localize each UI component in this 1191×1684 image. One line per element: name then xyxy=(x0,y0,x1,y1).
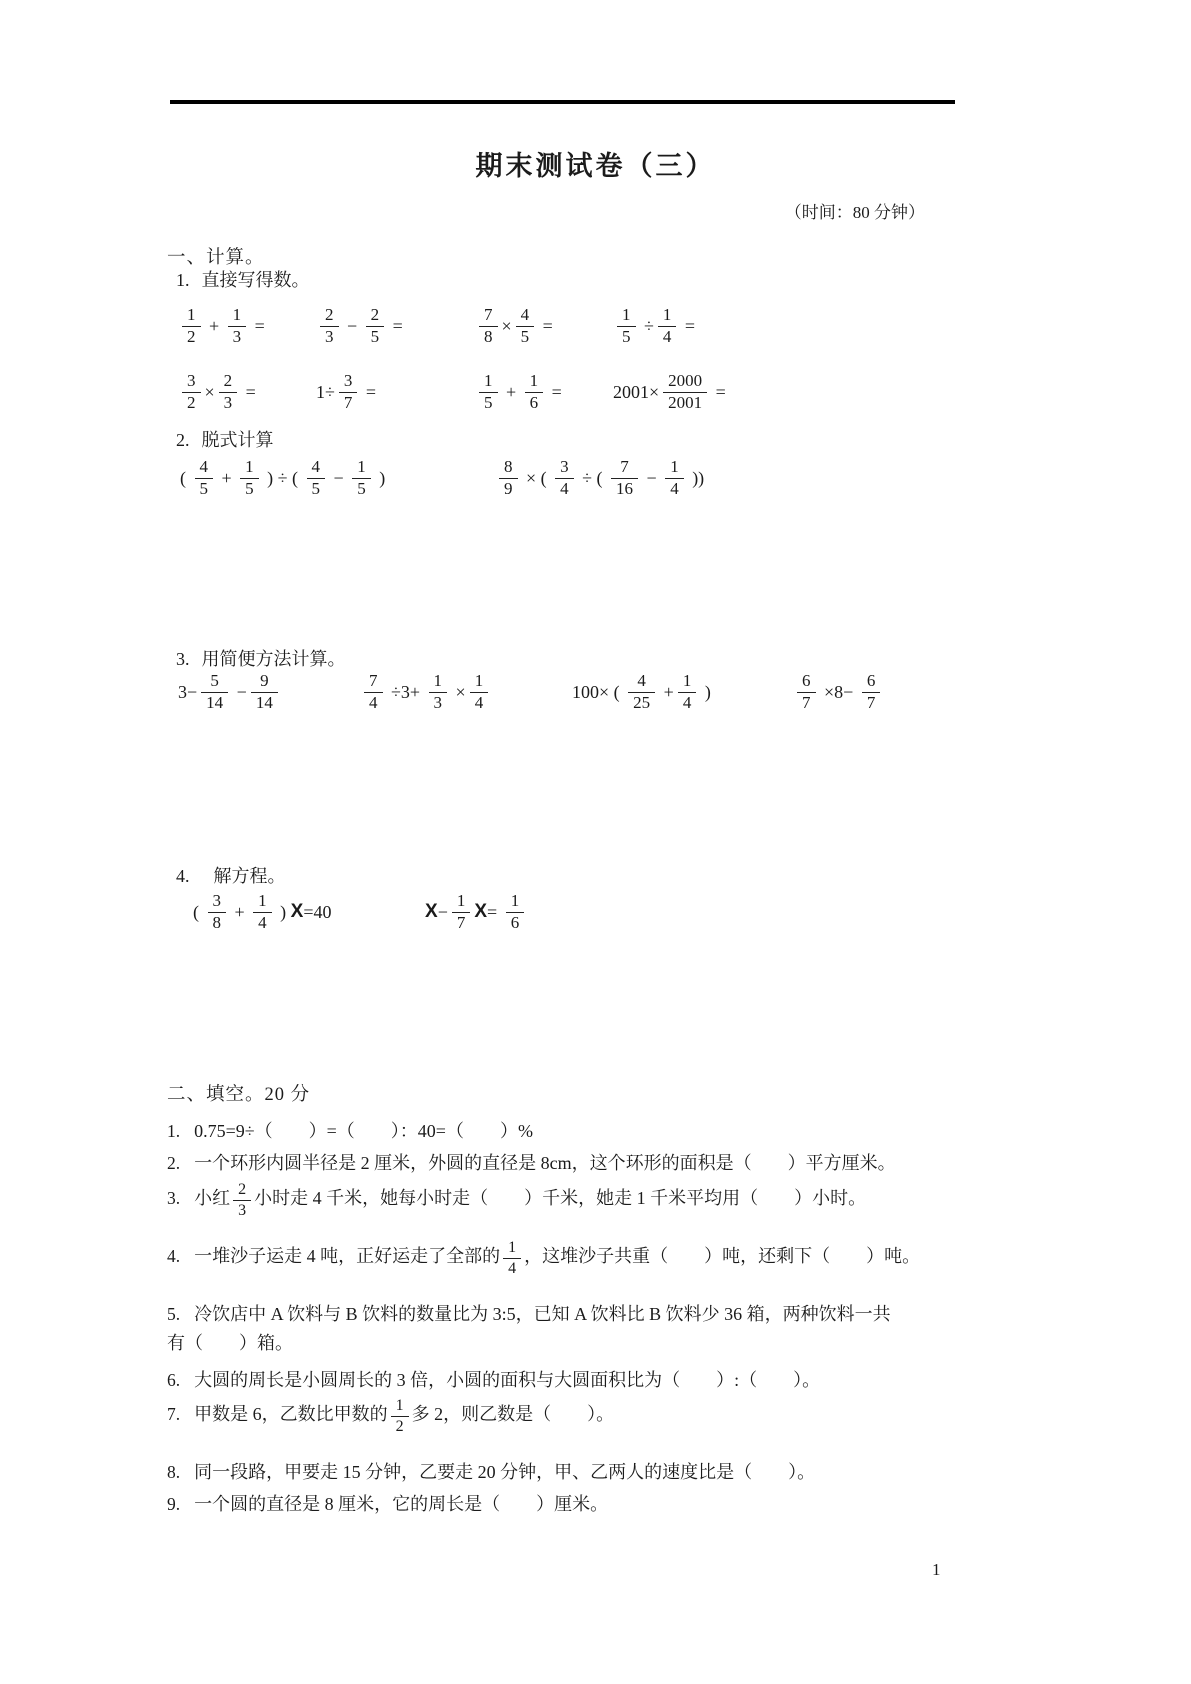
math-expression xyxy=(178,371,316,413)
math-expression xyxy=(316,371,475,413)
expression-text: ( xyxy=(180,467,191,488)
fill-item-number: 3. xyxy=(167,1188,181,1209)
fraction: $\frac{4}{5}$ xyxy=(307,457,326,499)
expression-text: + xyxy=(217,467,237,488)
fraction: $\frac{1}{4}$ xyxy=(658,305,677,347)
expression-text: × xyxy=(451,681,466,702)
fraction: $\frac{4}{5}$ xyxy=(516,305,535,347)
expression-text: =40 xyxy=(303,901,332,922)
expression-text: ÷ ( xyxy=(577,467,608,488)
expression-text: + xyxy=(204,315,224,336)
fraction: $\frac{1}{4}$ xyxy=(470,671,489,713)
expression-text: 1÷ xyxy=(316,381,335,402)
fill-item-text xyxy=(194,1153,896,1173)
expression-text: 0.75=9÷（ ）=（ ）：40=（ ）% xyxy=(194,1121,533,1141)
problem-3-number: 3. xyxy=(176,649,190,669)
problem-1-text: 直接写得数。 xyxy=(201,270,310,290)
expression-text: − xyxy=(232,681,247,702)
expression-text: ，这堆沙子共重（ ）吨，还剩下（ ）吨。 xyxy=(524,1246,921,1267)
fill-item-number: 9. xyxy=(167,1494,181,1514)
fraction: $\frac{5}{14}$ xyxy=(201,671,228,713)
fill-item-3 xyxy=(167,1180,999,1220)
fill-item-text xyxy=(194,1397,615,1435)
expression-text: ×8− xyxy=(819,681,858,702)
expression-text: 大圆的周长是小圆周长的 3 倍，小圆的面积与大圆面积比为（ ）:（ ）。 xyxy=(194,1370,821,1390)
expression-text: = xyxy=(241,381,256,402)
expression-text: 100× ( xyxy=(572,681,625,702)
expression-text: 一个环形内圆半径是 2 厘米，外圆的直径是 8cm，这个环形的面积是（ ）平方厘米。 xyxy=(194,1153,896,1173)
fraction: $\frac{8}{9}$ xyxy=(499,457,518,499)
fill-item-2 xyxy=(167,1149,999,1178)
fill-item-number: 7. xyxy=(167,1404,181,1425)
expression-text: = xyxy=(680,315,696,336)
problem-2-number: 2. xyxy=(176,430,190,450)
math-expression xyxy=(475,305,613,347)
expression-text: 冷饮店中 A 饮料与 B 饮料的数量比为 3:5，已知 A 饮料比 B 饮料少 36 箱，两种饮料一共 xyxy=(194,1304,891,1324)
expression-text: + xyxy=(501,381,521,402)
fraction: $\frac{6}{7}$ xyxy=(797,671,816,713)
expression-text: = xyxy=(250,315,265,336)
step-calc-row xyxy=(180,452,880,504)
fill-item-number: 8. xyxy=(167,1462,181,1482)
expression-text: = xyxy=(711,381,726,402)
fill-item-5 xyxy=(167,1300,999,1358)
expression-text: 甲数是 6，乙数比甲数的 xyxy=(194,1404,388,1425)
fraction: $\frac{9}{14}$ xyxy=(251,671,278,713)
fraction: $\frac{3}{2}$ xyxy=(182,371,201,413)
fraction: $\frac{1}{3}$ xyxy=(228,305,247,347)
problem-4-label xyxy=(176,862,286,888)
fraction: $\frac{3}{7}$ xyxy=(339,371,358,413)
fraction: $\frac{2}{3}$ xyxy=(320,305,339,347)
fill-item-text xyxy=(194,1181,867,1219)
expression-text: × xyxy=(501,315,512,336)
expression-text: 一个圆的直径是 8 厘米，它的周长是（ ）厘米。 xyxy=(194,1494,609,1514)
fill-item-1 xyxy=(167,1117,999,1146)
fraction: $\frac{1}{5}$ xyxy=(240,457,259,499)
math-expression xyxy=(360,671,572,713)
fraction: $\frac{2}{5}$ xyxy=(366,305,385,347)
expression-text: 同一段路，甲要走 15 分钟，乙要走 20 分钟，甲、乙两人的速度比是（ ）。 xyxy=(194,1462,816,1482)
fraction: $\frac{1}{6}$ xyxy=(525,371,544,413)
fraction: $\frac{1}{7}$ xyxy=(452,891,471,933)
fill-item-text xyxy=(194,1370,820,1390)
expression-text: ( xyxy=(193,901,204,922)
page-title: 期末测试卷（三） xyxy=(475,151,716,181)
fraction: $\frac{7}{4}$ xyxy=(364,671,383,713)
fraction: $\frac{1}{5}$ xyxy=(352,457,371,499)
problem-2-text: 脱式计算 xyxy=(201,430,274,450)
expression-text: ) xyxy=(374,467,386,488)
expression-text: )) xyxy=(687,467,705,488)
math-expression xyxy=(613,371,898,413)
direct-calc-row-1 xyxy=(178,300,898,352)
fraction: $\frac{1}{2}$ xyxy=(391,1396,409,1436)
problem-2-label xyxy=(176,426,274,452)
expression-text: 一堆沙子运走 4 吨，正好运走了全部的 xyxy=(194,1246,501,1267)
expression-text: X xyxy=(474,901,488,922)
problem-1-number: 1. xyxy=(176,270,190,290)
problem-1-label xyxy=(176,266,310,292)
expression-text: = xyxy=(538,315,553,336)
fraction: $\frac{1}{4}$ xyxy=(665,457,684,499)
fraction: $\frac{3}{8}$ xyxy=(208,891,227,933)
expression-text: 有（ ）箱。 xyxy=(167,1333,293,1354)
expression-text: + xyxy=(230,901,250,922)
fraction: $\frac{2000}{2001}$ xyxy=(663,371,707,413)
fraction: $\frac{1}{5}$ xyxy=(617,305,636,347)
math-expression xyxy=(572,671,793,713)
expression-text: ) ÷ ( xyxy=(262,467,303,488)
expression-text: 2001× xyxy=(613,381,660,402)
fill-item-number: 4. xyxy=(167,1246,181,1267)
section-calc-heading: 一、计算。 xyxy=(167,248,265,268)
expression-text: − xyxy=(342,315,362,336)
math-expression xyxy=(425,891,793,933)
fraction: $\frac{1}{3}$ xyxy=(429,671,448,713)
expression-text: − xyxy=(642,467,662,488)
time-note: （时间：80 分钟） xyxy=(784,203,925,222)
fill-item-number: 5. xyxy=(167,1304,181,1324)
fraction: $\frac{1}{2}$ xyxy=(182,305,201,347)
fraction: $\frac{3}{4}$ xyxy=(555,457,574,499)
expression-text: ÷ xyxy=(639,315,654,336)
fraction: $\frac{1}{4}$ xyxy=(503,1238,521,1278)
math-expression xyxy=(180,457,495,499)
solve-equation-row xyxy=(193,886,793,938)
problem-4-text: 解方程。 xyxy=(213,866,286,886)
math-expression xyxy=(495,457,880,499)
fill-item-7 xyxy=(167,1396,999,1436)
fraction: $\frac{1}{4}$ xyxy=(678,671,697,713)
expression-text: 小红 xyxy=(194,1188,231,1209)
expression-text: = xyxy=(487,901,502,922)
expression-text: 3− xyxy=(178,681,198,702)
expression-text: = xyxy=(547,381,562,402)
math-expression xyxy=(178,305,316,347)
fraction: $\frac{4}{5}$ xyxy=(195,457,214,499)
expression-text: ) xyxy=(700,681,711,702)
section-fill-heading: 二、填空。20 分 xyxy=(167,1085,311,1105)
expression-text: ÷3+ xyxy=(386,681,425,702)
math-expression xyxy=(475,371,613,413)
fill-item-number: 1. xyxy=(167,1121,181,1141)
page-number: 1 xyxy=(932,1560,941,1579)
expression-text: = xyxy=(361,381,377,402)
expression-text: 小时走 4 千米，她每小时走（ ）千米，她走 1 千米平均用（ ）小时。 xyxy=(254,1188,867,1209)
fraction: $\frac{1}{5}$ xyxy=(479,371,498,413)
expression-text: − xyxy=(437,901,448,922)
problem-4-number: 4. xyxy=(176,866,190,886)
expression-text: × ( xyxy=(521,467,552,488)
fill-item-text xyxy=(167,1304,891,1353)
fill-item-text xyxy=(194,1121,533,1141)
direct-calc-row-2 xyxy=(178,366,898,418)
fraction: $\frac{1}{4}$ xyxy=(253,891,272,933)
math-expression xyxy=(793,671,968,713)
fill-item-number: 6. xyxy=(167,1370,181,1390)
expression-text: 多 2，则乙数是（ ）。 xyxy=(411,1404,615,1425)
fraction: $\frac{2}{3}$ xyxy=(219,371,238,413)
fraction: $\frac{4}{25}$ xyxy=(628,671,655,713)
expression-text: + xyxy=(659,681,674,702)
math-expression xyxy=(613,305,898,347)
expression-text: − xyxy=(329,467,349,488)
fraction: $\frac{7}{16}$ xyxy=(611,457,638,499)
expression-text: ) xyxy=(275,901,291,922)
fill-item-text xyxy=(194,1494,608,1514)
expression-text: = xyxy=(388,315,403,336)
header-rule xyxy=(170,100,955,104)
fraction: $\frac{1}{6}$ xyxy=(506,891,525,933)
math-expression xyxy=(316,305,475,347)
fill-item-number: 2. xyxy=(167,1153,181,1173)
fill-item-9 xyxy=(167,1490,999,1519)
fraction: $\frac{6}{7}$ xyxy=(862,671,881,713)
fraction: $\frac{2}{3}$ xyxy=(233,1180,251,1220)
expression-text: X xyxy=(425,901,438,922)
math-expression xyxy=(178,671,360,713)
fraction: $\frac{7}{8}$ xyxy=(479,305,498,347)
fill-item-text xyxy=(194,1239,921,1277)
fill-item-6 xyxy=(167,1366,999,1395)
expression-text: × xyxy=(204,381,215,402)
fill-item-text xyxy=(194,1462,815,1482)
math-expression xyxy=(193,891,425,933)
fill-item-8 xyxy=(167,1458,999,1487)
problem-3-text: 用简便方法计算。 xyxy=(201,649,346,669)
expression-text: X xyxy=(290,901,304,922)
simplified-calc-row xyxy=(178,666,968,718)
fill-item-4 xyxy=(167,1238,999,1278)
